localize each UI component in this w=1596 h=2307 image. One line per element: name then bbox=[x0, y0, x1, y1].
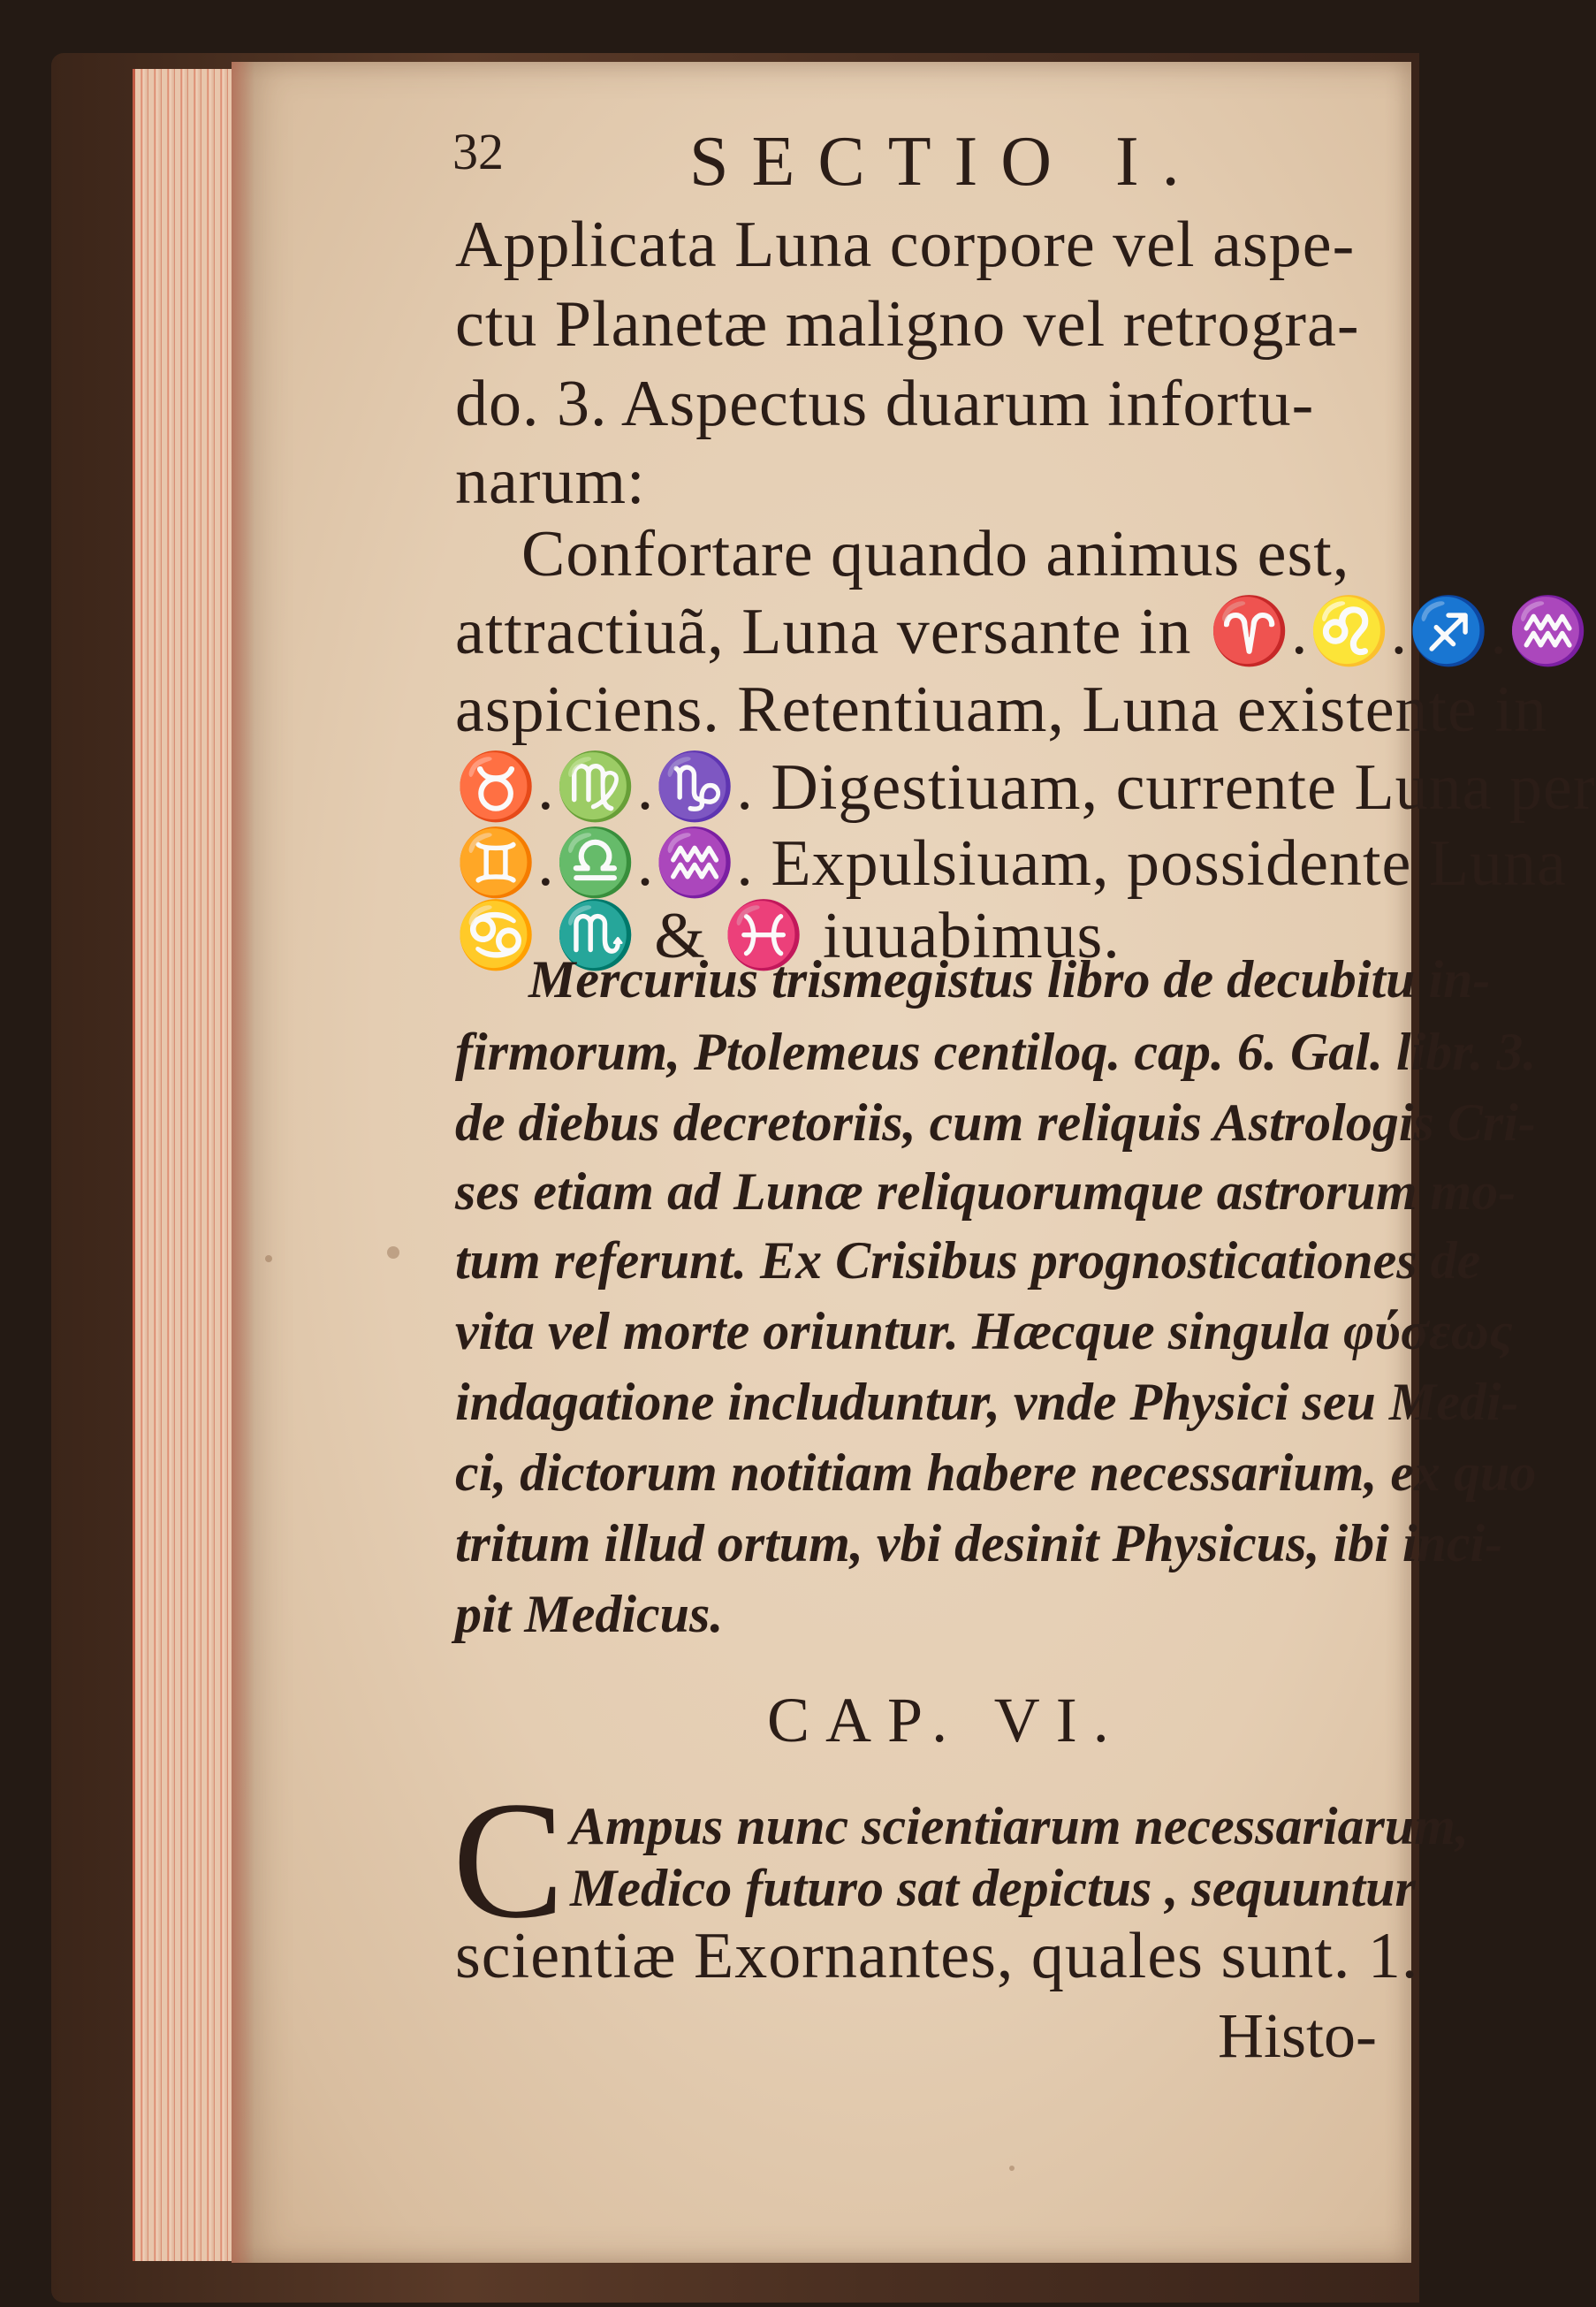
text-line: narum: bbox=[455, 445, 646, 518]
drop-cap: C bbox=[452, 1768, 565, 1953]
foxing-spot bbox=[1009, 2166, 1015, 2171]
note-line: ses etiam ad Lunæ reliquorumque astrorum mo- bbox=[455, 1162, 1516, 1221]
catchword: Histo- bbox=[1218, 2000, 1377, 2071]
text-line: attractiuã, Luna versante in ♈.♌.♐.♒ bbox=[455, 596, 1590, 668]
text-line: ♉.♍.♑. Digestiuam, currente Luna per bbox=[455, 751, 1596, 824]
note-line: firmorum, Ptolemeus centiloq. cap. 6. Gal. libr. 3. bbox=[455, 1023, 1537, 1081]
note-line: ci, dictorum notitiam habere necessarium, ex quo bbox=[455, 1443, 1537, 1502]
page-number: 32 bbox=[452, 123, 504, 180]
text-line: Applicata Luna corpore vel aspe- bbox=[455, 209, 1356, 281]
text-line: ♋ ♏ & ♓ iuuabimus. bbox=[455, 900, 1121, 972]
note-line: tum referunt. Ex Crisibus prognosticationes de bbox=[455, 1231, 1481, 1290]
note-line: Mercurius trismegistus libro de decubitu in- bbox=[528, 950, 1491, 1009]
text-line: ♊.♎.♒. Expulsiuam, possidente Luna bbox=[455, 827, 1567, 900]
note-line: pit Medicus. bbox=[455, 1585, 724, 1643]
text-line: Confortare quando animus est, bbox=[521, 518, 1350, 590]
note-line: vita vel morte oriuntur. Hæcque singula φύσεως bbox=[455, 1302, 1513, 1360]
chapter-title: CAP. VI. bbox=[767, 1685, 1125, 1755]
text-line: ctu Planetæ maligno vel retrogra- bbox=[455, 288, 1360, 361]
chapter-line: scientiæ Exornantes, quales sunt. 1. bbox=[455, 1920, 1419, 1992]
note-line: indagatione includuntur, vnde Physici seu Medi- bbox=[455, 1373, 1519, 1431]
note-line: tritum illud ortum, vbi desinit Physicus, ibi inci- bbox=[455, 1514, 1503, 1572]
chapter-line: Ampus nunc scientiarum necessariarum, bbox=[570, 1797, 1469, 1855]
text-line: aspiciens. Retentiuam, Luna existente in bbox=[455, 674, 1547, 746]
foxing-spot bbox=[265, 1255, 272, 1262]
foxing-spot bbox=[387, 1246, 399, 1259]
section-title: SECTIO I. bbox=[689, 123, 1203, 201]
page-gutter bbox=[232, 62, 255, 2263]
chapter-line: Medico futuro sat depictus , sequuntur bbox=[570, 1859, 1416, 1917]
text-line: do. 3. Aspectus duarum infortu- bbox=[455, 368, 1315, 440]
note-line: de diebus decretoriis, cum reliquis Astrologis Cri- bbox=[455, 1093, 1536, 1152]
